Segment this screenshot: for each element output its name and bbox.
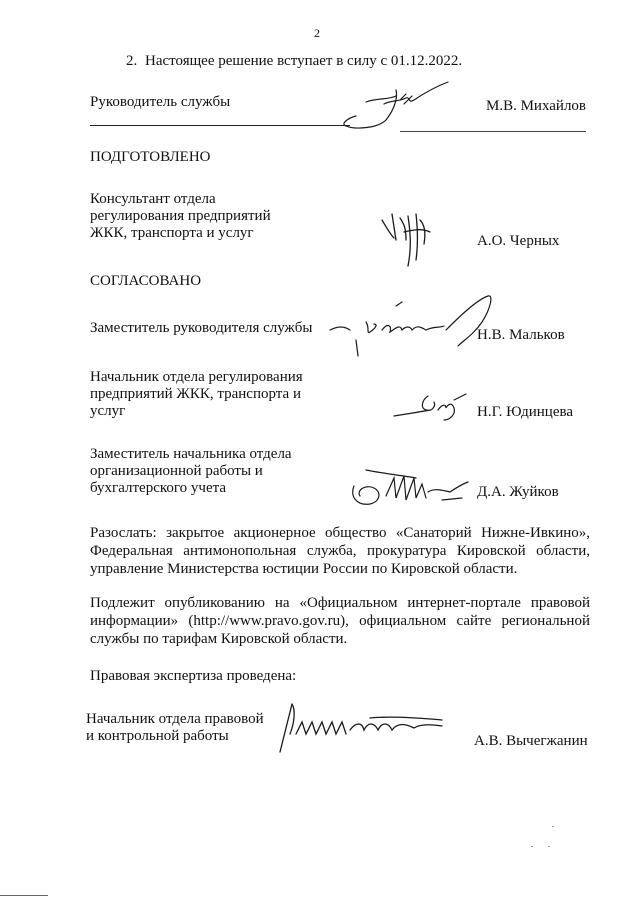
legal-review-position xyxy=(86,711,264,745)
head-signature-icon xyxy=(336,80,456,136)
position-line: Начальник отдела правовой xyxy=(86,711,264,727)
head-divider-right xyxy=(400,131,586,132)
publication-text: Подлежит опубликованию на «Официальном интернет-портале правовой информации» (http://www.pravo.gov.ru), официальном сайте региональной службы по тарифам Кировской области. xyxy=(90,595,590,647)
position-line: ЖКК, транспорта и услуг xyxy=(90,225,254,241)
scan-speck xyxy=(531,846,533,847)
prepared-position xyxy=(90,191,271,242)
agreed-signer-1-signature-icon xyxy=(326,290,496,360)
head-divider xyxy=(90,125,350,126)
clause-text: Настоящее решение вступает в силу с 01.12.2022. xyxy=(145,53,463,69)
position-line: бухгалтерского учета xyxy=(90,480,227,496)
legal-review-signature-icon xyxy=(270,700,450,756)
agreed-signer-3-signature-icon xyxy=(346,466,470,514)
agreed-signer-2-position xyxy=(90,369,303,420)
position-line: Заместитель руководителя службы xyxy=(90,320,313,336)
position-line: организационной работы и xyxy=(90,463,263,479)
position-line: и контрольной работы xyxy=(86,728,229,744)
agreed-signer-1-position xyxy=(90,320,312,337)
agreed-signer-2-name: Н.Г. Юдинцева xyxy=(477,404,574,420)
legal-review-name: А.В. Вычегжанин xyxy=(474,733,588,749)
head-name: М.В. Михайлов xyxy=(486,98,587,114)
clause-2 xyxy=(126,53,462,70)
prepared-signature-icon xyxy=(378,210,438,268)
scan-speck xyxy=(548,846,550,847)
clause-number: 2. xyxy=(126,53,138,69)
prepared-heading: ПОДГОТОВЛЕНО xyxy=(90,149,211,165)
agreed-heading: СОГЛАСОВАНО xyxy=(90,273,202,289)
legal-review-heading: Правовая экспертиза проведена: xyxy=(90,668,297,684)
page-number: 2 xyxy=(314,26,320,40)
agreed-signer-3-position xyxy=(90,446,292,497)
position-line: Начальник отдела регулирования xyxy=(90,369,303,385)
head-position: Руководитель службы xyxy=(90,94,231,110)
position-line: Заместитель начальника отдела xyxy=(90,446,292,462)
agreed-signer-3-name: Д.А. Жуйков xyxy=(477,484,559,500)
scan-edge-line xyxy=(0,895,48,896)
agreed-signer-1-name: Н.В. Мальков xyxy=(477,327,565,343)
prepared-name: А.О. Черных xyxy=(477,233,560,249)
agreed-signer-2-signature-icon xyxy=(392,390,472,422)
position-line: услуг xyxy=(90,403,126,419)
position-line: регулирования предприятий xyxy=(90,208,271,224)
distribution-text: Разослать: закрытое акционерное общество «Санаторий Нижне-Ивкино», Федеральная антимонопольная служба, прокуратура Кировской области, управление Министерства юстиции России по Кировской области. xyxy=(90,525,590,577)
position-line: Консультант отдела xyxy=(90,191,216,207)
position-line: предприятий ЖКК, транспорта и xyxy=(90,386,301,402)
scan-speck xyxy=(552,826,554,827)
